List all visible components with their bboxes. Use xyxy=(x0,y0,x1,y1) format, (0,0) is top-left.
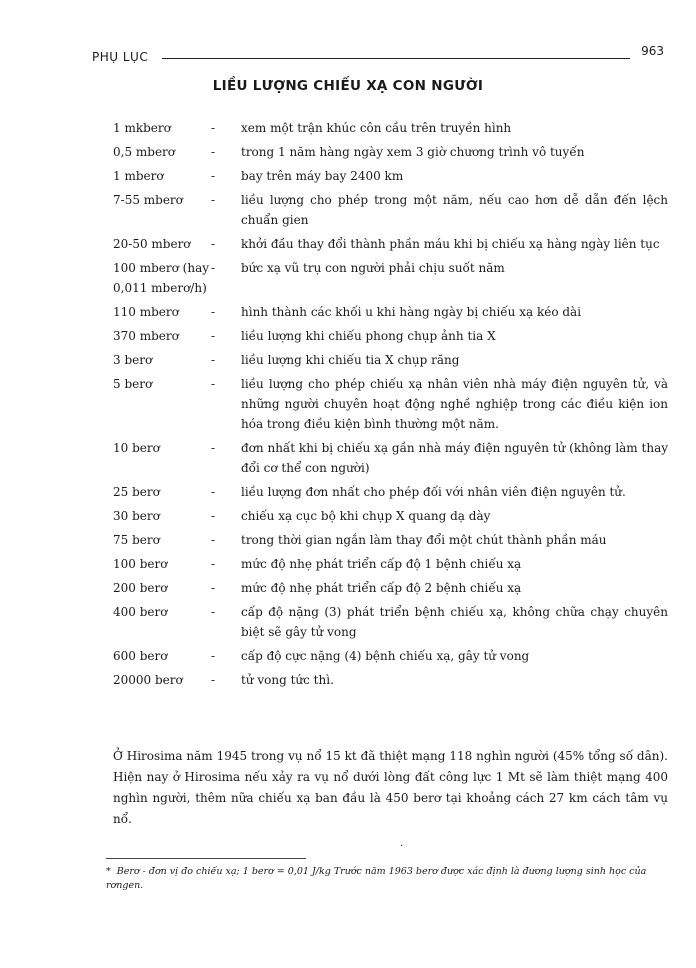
dose-description: hình thành các khối u khi hàng ngày bị chiếu xạ kéo dài xyxy=(241,305,582,319)
stray-dot: . xyxy=(400,838,404,849)
table-row xyxy=(113,530,668,550)
dose-value: 25 berơ xyxy=(113,485,160,499)
table-row xyxy=(113,166,668,186)
dose-value: 5 berơ xyxy=(113,377,153,391)
table-row xyxy=(113,482,668,502)
body-paragraph: Ở Hirosima năm 1945 trong vụ nổ 15 kt đã thiệt mạng 118 nghìn người (45% tổng số dân). Hiện nay ở Hirosima nếu xảy ra vụ nổ dưới lòng đất công lực 1 Mt sẽ làm thiệt mạng 400 nghìn người, thêm nữa chiếu xạ ban đầu là 450 berơ tại khoảng cách 27 km cách tâm vụ nổ. xyxy=(113,749,668,826)
row-separator: - xyxy=(211,557,216,571)
row-separator: - xyxy=(211,673,216,687)
table-row xyxy=(113,142,668,162)
row-separator: - xyxy=(211,509,216,523)
dose-value: 1 mberơ xyxy=(113,169,164,183)
footnote xyxy=(106,865,671,893)
row-separator: - xyxy=(211,121,216,135)
dose-description: trong 1 năm hàng ngày xem 3 giờ chương trình vô tuyến xyxy=(241,145,585,159)
table-row xyxy=(113,234,668,254)
row-separator: - xyxy=(211,193,216,207)
table-row xyxy=(113,646,668,666)
row-separator: - xyxy=(211,145,216,159)
dose-value: 20-50 mberơ xyxy=(113,237,191,251)
dose-description: xem một trận khúc côn cầu trên truyền hình xyxy=(241,121,512,135)
dose-description: liều lượng cho phép chiếu xạ nhân viên nhà máy điện nguyên tử, và những người chuyên hoạt động nghề nghiệp trong các điều kiện ion hóa trong điều kiện bình thường một năm. xyxy=(241,377,668,431)
table-row xyxy=(113,302,668,322)
row-separator: - xyxy=(211,305,216,319)
dose-value: 200 berơ xyxy=(113,581,168,595)
dose-value: 370 mberơ xyxy=(113,329,179,343)
table-row xyxy=(113,374,668,434)
row-separator: - xyxy=(211,533,216,547)
row-separator: - xyxy=(211,261,216,275)
dose-value: 20000 berơ xyxy=(113,673,183,687)
dose-description: liều lượng cho phép trong một năm, nếu cao hơn dễ dẫn đến lệch chuẩn gien xyxy=(241,193,668,227)
dose-description: chiếu xạ cục bộ khi chụp X quang dạ dày xyxy=(241,509,491,523)
page-title: LIỀU LƯỢNG CHIẾU XẠ CON NGƯỜI xyxy=(212,78,484,94)
row-separator: - xyxy=(211,329,216,343)
section-label: PHỤ LỤC xyxy=(92,50,149,64)
table-row xyxy=(113,326,668,346)
table-row xyxy=(113,670,668,690)
dose-description: mức độ nhẹ phát triển cấp độ 2 bệnh chiếu xạ xyxy=(241,581,522,595)
table-row xyxy=(113,350,668,370)
dose-description: cấp độ cực nặng (4) bệnh chiếu xạ, gây tử vong xyxy=(241,649,530,663)
running-header xyxy=(84,44,664,66)
dose-table xyxy=(113,118,668,694)
table-row xyxy=(113,602,668,642)
dose-description: liều lượng khi chiếu tia X chụp răng xyxy=(241,353,460,367)
dose-value: 600 berơ xyxy=(113,649,168,663)
table-row xyxy=(113,190,668,230)
table-row xyxy=(113,554,668,574)
dose-description: liều lượng đơn nhất cho phép đối với nhân viên điện nguyên tử. xyxy=(241,485,626,499)
table-row xyxy=(113,506,668,526)
dose-description: tử vong tức thì. xyxy=(241,673,334,687)
table-row xyxy=(113,258,668,298)
dose-value: 100 berơ xyxy=(113,557,168,571)
dose-description: đơn nhất khi bị chiếu xạ gần nhà máy điện nguyên tử (không làm thay đổi cơ thể con người) xyxy=(241,441,668,475)
dose-description: khởi đầu thay đổi thành phần máu khi bị chiếu xạ hàng ngày liên tục xyxy=(241,237,660,251)
dose-value: 110 mberơ xyxy=(113,305,179,319)
dose-value: 10 berơ xyxy=(113,441,160,455)
dose-value: 0,5 mberơ xyxy=(113,145,176,159)
dose-description: trong thời gian ngắn làm thay đổi một chút thành phần máu xyxy=(241,533,607,547)
row-separator: - xyxy=(211,353,216,367)
dose-value: 75 berơ xyxy=(113,533,160,547)
dose-description: mức độ nhẹ phát triển cấp độ 1 bệnh chiếu xạ xyxy=(241,557,522,571)
dose-description: liều lượng khi chiếu phong chụp ảnh tia X xyxy=(241,329,496,343)
dose-description: cấp độ nặng (3) phát triển bệnh chiếu xạ, không chữa chạy chuyên biệt sẽ gây tử vong xyxy=(241,605,668,639)
row-separator: - xyxy=(211,169,216,183)
header-rule xyxy=(162,58,630,59)
dose-value: 1 mkberơ xyxy=(113,121,171,135)
row-separator: - xyxy=(211,237,216,251)
dose-description: bức xạ vũ trụ con người phải chịu suốt năm xyxy=(241,261,505,275)
row-separator: - xyxy=(211,605,216,619)
dose-value: 30 berơ xyxy=(113,509,160,523)
footnote-mark: * xyxy=(106,866,111,877)
table-row xyxy=(113,578,668,598)
row-separator: - xyxy=(211,485,216,499)
page-number: 963 xyxy=(641,44,664,58)
table-row xyxy=(113,118,668,138)
footnote-rule xyxy=(106,858,306,859)
row-separator: - xyxy=(211,649,216,663)
dose-value: 400 berơ xyxy=(113,605,168,619)
dose-description: bay trên máy bay 2400 km xyxy=(241,169,404,183)
dose-value: 7-55 mberơ xyxy=(113,193,183,207)
dose-value: 3 berơ xyxy=(113,353,153,367)
row-separator: - xyxy=(211,377,216,391)
table-row xyxy=(113,438,668,478)
footnote-text: Berơ - đơn vị đo chiếu xạ; 1 berơ = 0,01 J/kg Trước năm 1963 berơ được xác định là đương lượng sinh học của rơngen. xyxy=(106,866,647,891)
dose-value: 100 mberơ (hay 0,011 mberơ/h) xyxy=(113,261,209,295)
row-separator: - xyxy=(211,441,216,455)
row-separator: - xyxy=(211,581,216,595)
